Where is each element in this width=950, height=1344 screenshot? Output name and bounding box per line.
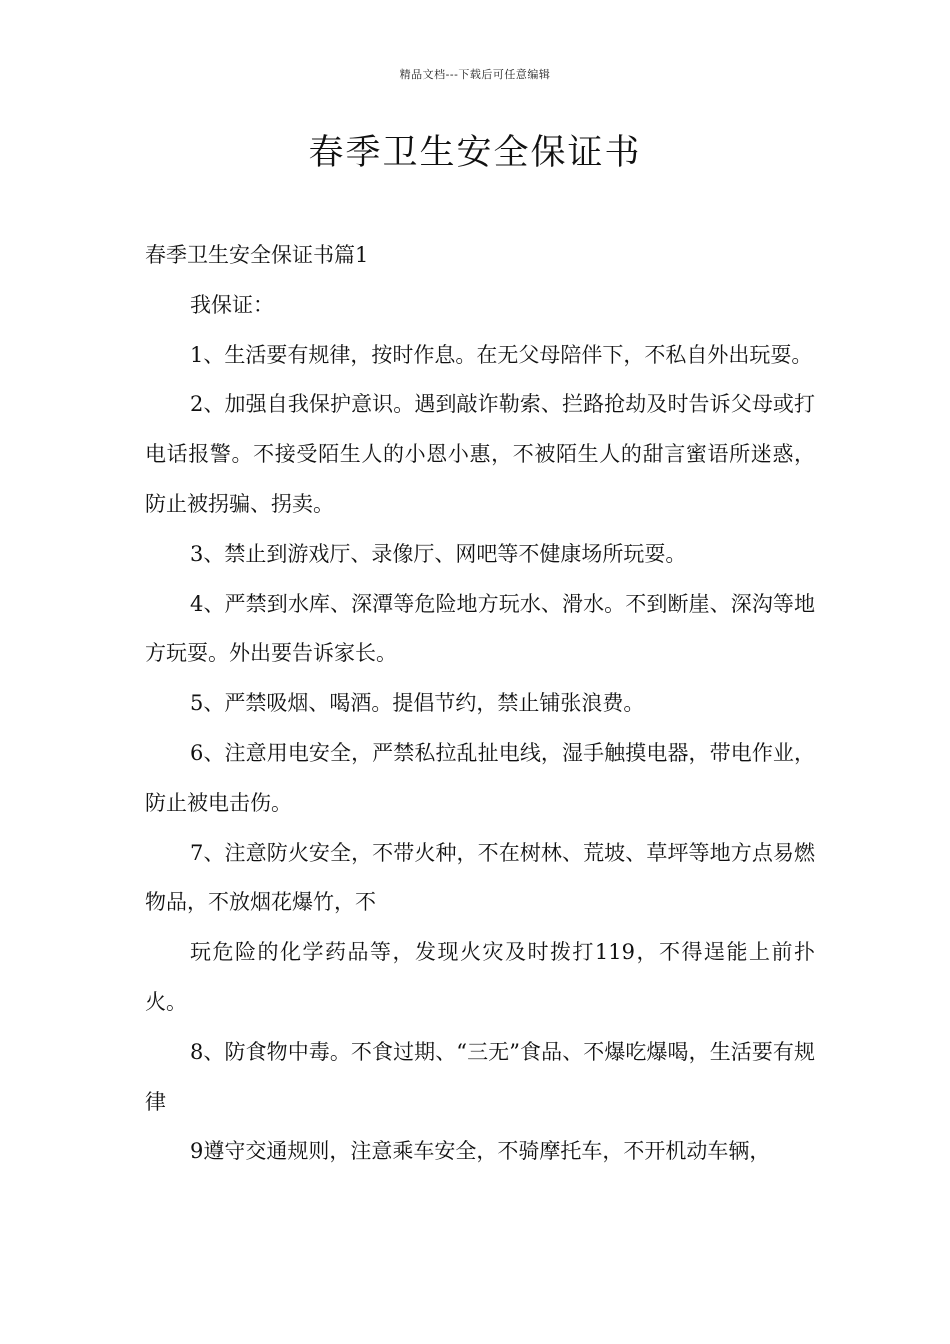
header-note: 精品文档---下载后可任意编辑 (399, 68, 551, 81)
paragraph-item-3: 3、禁止到游戏厅、录像厅、网吧等不健康场所玩耍。 (190, 541, 687, 566)
paragraph-item-1: 1、生活要有规律，按时作息。在无父母陪伴下，不私自外出玩耍。 (190, 342, 813, 367)
section-heading: 春季卫生安全保证书篇1 (145, 243, 369, 267)
paragraph-item-5: 5、严禁吸烟、喝酒。提倡节约，禁止铺张浪费。 (190, 691, 645, 716)
paragraph-intro: 我保证： (190, 292, 274, 317)
paragraph-item-4: 4、严禁到水库、深潭等危险地方玩水、滑水。不到断崖、深沟等地方玩耍。外出要告诉家长。 (145, 591, 815, 666)
paragraph-item-6: 6、注意用电安全，严禁私拉乱扯电线，湿手触摸电器，带电作业，防止被电击伤。 (145, 740, 815, 815)
document-title: 春季卫生安全保证书 (308, 133, 642, 173)
document-body (145, 231, 815, 1177)
paragraph-item-8: 8、防食物中毒。不食过期、“三无”食品、不爆吃爆喝，生活要有规律 (145, 1039, 815, 1114)
paragraph-item-7-continued: 玩危险的化学药品等，发现火灾及时拨打119，不得逞能上前扑火。 (145, 940, 815, 1014)
paragraph-item-2: 2、加强自我保护意识。遇到敲诈勒索、拦路抢劫及时告诉父母或打电话报警。不接受陌生人的小恩小惠，不被陌生人的甜言蜜语所迷惑，防止被拐骗、拐卖。 (145, 392, 815, 516)
paragraph-item-9: 9遵守交通规则，注意乘车安全，不骑摩托车，不开机动车辆， (190, 1139, 771, 1164)
paragraph-item-7: 7、注意防火安全，不带火种，不在树林、荒坡、草坪等地方点易燃物品，不放烟花爆竹，不 (145, 840, 815, 915)
